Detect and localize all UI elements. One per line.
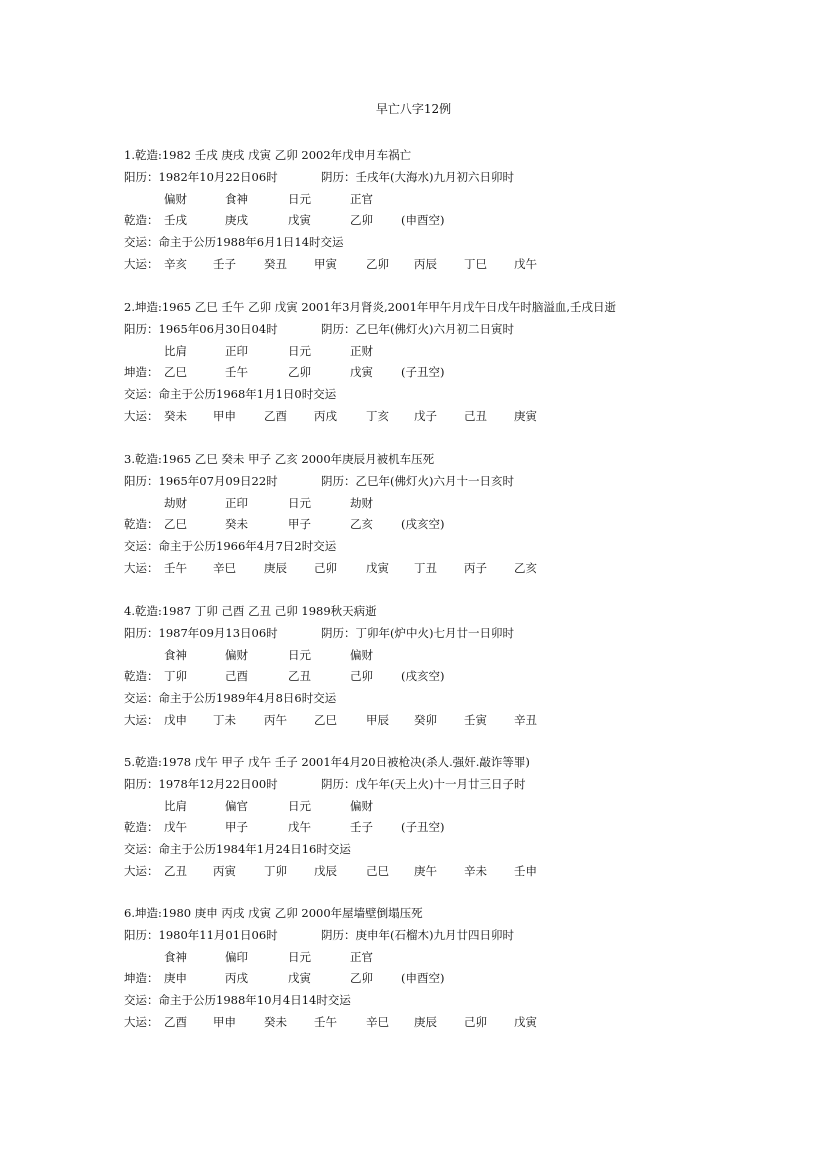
case-block (124, 145, 804, 276)
luck-pillar: 戊申 (164, 712, 187, 727)
pillar: 癸未 (225, 517, 248, 532)
pillar: 壬午 (225, 365, 248, 380)
case-block (124, 297, 804, 428)
case-header: 4.乾造:1987 丁卯 己酉 乙丑 己卯 1989秋天病逝 (124, 604, 377, 618)
luck-start-line: 交运：命主于公历1988年6月1日14时交运 (124, 235, 344, 250)
luck-pillars-row (124, 710, 804, 732)
ten-god-label: 比肩 (164, 343, 187, 358)
luck-pillar: 己巳 (366, 863, 389, 878)
pillar: 丁卯 (164, 669, 187, 684)
pillars-row (124, 362, 804, 384)
void-branches: (戌亥空) (401, 517, 445, 532)
pillars-row (124, 666, 804, 688)
pillar: 庚申 (164, 971, 187, 986)
luck-pillars-label: 大运： (124, 863, 159, 878)
pillar: 戊寅 (350, 365, 373, 380)
luck-pillars-label: 大运： (124, 712, 159, 727)
solar-date: 阳历：1987年09月13日06时 (124, 625, 278, 640)
luck-pillar: 丁巳 (464, 256, 487, 271)
luck-pillar: 己卯 (314, 560, 337, 575)
luck-pillar: 辛亥 (164, 256, 187, 271)
ten-gods-row (124, 947, 804, 969)
luck-pillar: 壬申 (514, 863, 537, 878)
ten-god-label: 日元 (288, 647, 311, 662)
pillar: 乙卯 (350, 971, 373, 986)
case-header: 3.乾造:1965 乙巳 癸未 甲子 乙亥 2000年庚辰月被机车压死 (124, 452, 435, 466)
document-title: 早亡八字12例 (375, 102, 452, 116)
pillar: 戊寅 (288, 213, 311, 228)
ten-gods-row (124, 493, 804, 515)
pillar: 壬子 (350, 820, 373, 835)
date-line (124, 925, 804, 947)
luck-pillars-row (124, 254, 804, 276)
ten-gods-row (124, 189, 804, 211)
luck-pillars-row (124, 558, 804, 580)
solar-date: 阳历：1982年10月22日06时 (124, 169, 278, 184)
luck-start-line: 交运：命主于公历1989年4月8日6时交运 (124, 691, 337, 706)
luck-pillar: 辛丑 (514, 712, 537, 727)
ten-god-label: 偏财 (164, 191, 187, 206)
date-line (124, 623, 804, 645)
luck-pillar: 癸丑 (264, 256, 287, 271)
lunar-date: 阴历：戊午年(天上火)十一月廿三日子时 (321, 776, 526, 791)
pillars-row (124, 817, 804, 839)
luck-pillar: 辛巳 (366, 1014, 389, 1029)
ten-god-label: 劫财 (164, 495, 187, 510)
date-line (124, 319, 804, 341)
luck-pillar: 戊午 (514, 256, 537, 271)
luck-pillar: 丁亥 (366, 408, 389, 423)
ten-gods-row (124, 645, 804, 667)
luck-pillar: 戊辰 (314, 863, 337, 878)
luck-start-line: 交运：命主于公历1968年1月1日0时交运 (124, 387, 337, 402)
ten-god-label: 正官 (350, 191, 373, 206)
luck-pillar: 辛巳 (213, 560, 236, 575)
luck-start-line: 交运：命主于公历1966年4月7日2时交运 (124, 539, 337, 554)
case-block (124, 601, 804, 732)
luck-pillar: 戊寅 (514, 1014, 537, 1029)
luck-pillar: 丙寅 (213, 863, 236, 878)
luck-pillar: 甲申 (213, 1014, 236, 1029)
lunar-date: 阴历：壬戌年(大海水)九月初六日卯时 (321, 169, 514, 184)
luck-pillar: 丙戌 (314, 408, 337, 423)
luck-pillar: 甲申 (213, 408, 236, 423)
case-header: 5.乾造:1978 戊午 甲子 戊午 壬子 2001年4月20日被枪决(杀人.强奸.敲诈等罪) (124, 755, 530, 769)
ten-god-label: 正印 (225, 495, 248, 510)
luck-pillar: 甲辰 (366, 712, 389, 727)
pillar: 戊午 (288, 820, 311, 835)
luck-pillar: 癸卯 (414, 712, 437, 727)
luck-pillar: 甲寅 (314, 256, 337, 271)
luck-pillar: 辛未 (464, 863, 487, 878)
pillars-label: 乾造： (124, 213, 159, 228)
luck-pillar: 戊寅 (366, 560, 389, 575)
case-header: 6.坤造:1980 庚申 丙戌 戊寅 乙卯 2000年屋墙壁倒塌压死 (124, 906, 423, 920)
luck-pillar: 癸未 (264, 1014, 287, 1029)
pillar: 甲子 (225, 820, 248, 835)
luck-pillars-row (124, 1012, 804, 1034)
pillars-label: 乾造： (124, 517, 159, 532)
case-block (124, 449, 804, 580)
ten-god-label: 日元 (288, 191, 311, 206)
ten-gods-row (124, 796, 804, 818)
ten-god-label: 正官 (350, 949, 373, 964)
pillar: 壬戌 (164, 213, 187, 228)
luck-pillar: 丙午 (264, 712, 287, 727)
luck-pillar: 壬午 (314, 1014, 337, 1029)
pillar: 甲子 (288, 517, 311, 532)
luck-start-line: 交运：命主于公历1984年1月24日16时交运 (124, 842, 351, 857)
luck-pillar: 乙巳 (314, 712, 337, 727)
luck-pillars-label: 大运： (124, 560, 159, 575)
ten-god-label: 正印 (225, 343, 248, 358)
luck-pillar: 乙酉 (164, 1014, 187, 1029)
ten-god-label: 日元 (288, 495, 311, 510)
pillar: 乙卯 (350, 213, 373, 228)
ten-god-label: 日元 (288, 343, 311, 358)
ten-god-label: 食神 (164, 647, 187, 662)
luck-pillars-row (124, 861, 804, 883)
luck-pillar: 乙丑 (164, 863, 187, 878)
luck-pillar: 庚寅 (514, 408, 537, 423)
luck-pillar: 壬寅 (464, 712, 487, 727)
ten-god-label: 偏财 (225, 647, 248, 662)
pillar: 庚戌 (225, 213, 248, 228)
luck-pillar: 乙亥 (514, 560, 537, 575)
solar-date: 阳历：1965年07月09日22时 (124, 473, 278, 488)
luck-pillars-label: 大运： (124, 1014, 159, 1029)
ten-god-label: 日元 (288, 949, 311, 964)
case-block (124, 903, 804, 1034)
ten-god-label: 劫财 (350, 495, 373, 510)
luck-pillar: 壬午 (164, 560, 187, 575)
luck-pillar: 乙卯 (366, 256, 389, 271)
luck-pillar: 丁未 (213, 712, 236, 727)
void-branches: (子丑空) (401, 365, 445, 380)
void-branches: (子丑空) (401, 820, 445, 835)
pillars-row (124, 210, 804, 232)
ten-god-label: 比肩 (164, 798, 187, 813)
luck-pillar: 庚辰 (264, 560, 287, 575)
pillar: 乙巳 (164, 517, 187, 532)
pillar: 乙亥 (350, 517, 373, 532)
pillar: 己酉 (225, 669, 248, 684)
void-branches: (申酉空) (401, 971, 445, 986)
pillars-row (124, 514, 804, 536)
solar-date: 阳历：1980年11月01日06时 (124, 927, 278, 942)
ten-god-label: 偏官 (225, 798, 248, 813)
pillar: 乙巳 (164, 365, 187, 380)
luck-pillars-label: 大运： (124, 256, 159, 271)
ten-god-label: 偏印 (225, 949, 248, 964)
luck-pillar: 壬子 (213, 256, 236, 271)
date-line (124, 167, 804, 189)
pillar: 乙卯 (288, 365, 311, 380)
luck-pillar: 丙辰 (414, 256, 437, 271)
pillar: 丙戌 (225, 971, 248, 986)
void-branches: (申酉空) (401, 213, 445, 228)
luck-pillar: 丁卯 (264, 863, 287, 878)
luck-pillar: 己卯 (464, 1014, 487, 1029)
ten-god-label: 食神 (164, 949, 187, 964)
pillar: 乙丑 (288, 669, 311, 684)
case-block (124, 752, 804, 883)
ten-gods-row (124, 341, 804, 363)
luck-pillars-label: 大运： (124, 408, 159, 423)
ten-god-label: 偏财 (350, 647, 373, 662)
lunar-date: 阴历：丁卯年(炉中火)七月廿一日卯时 (321, 625, 514, 640)
luck-pillar: 癸未 (164, 408, 187, 423)
pillar: 己卯 (350, 669, 373, 684)
luck-pillar: 庚午 (414, 863, 437, 878)
case-header: 1.乾造:1982 壬戌 庚戌 戊寅 乙卯 2002年戊申月车祸亡 (124, 148, 412, 162)
pillar: 戊午 (164, 820, 187, 835)
luck-pillar: 戊子 (414, 408, 437, 423)
luck-pillar: 丁丑 (414, 560, 437, 575)
ten-god-label: 偏财 (350, 798, 373, 813)
solar-date: 阳历：1965年06月30日04时 (124, 321, 278, 336)
pillars-row (124, 968, 804, 990)
luck-pillar: 丙子 (464, 560, 487, 575)
void-branches: (戌亥空) (401, 669, 445, 684)
date-line (124, 774, 804, 796)
luck-pillar: 乙酉 (264, 408, 287, 423)
lunar-date: 阴历：庚申年(石榴木)九月廿四日卯时 (321, 927, 514, 942)
pillar: 戊寅 (288, 971, 311, 986)
lunar-date: 阴历：乙巳年(佛灯火)六月十一日亥时 (321, 473, 514, 488)
solar-date: 阳历：1978年12月22日00时 (124, 776, 278, 791)
pillars-label: 坤造： (124, 971, 159, 986)
date-line (124, 471, 804, 493)
luck-pillar: 庚辰 (414, 1014, 437, 1029)
pillars-label: 乾造： (124, 820, 159, 835)
ten-god-label: 食神 (225, 191, 248, 206)
ten-god-label: 正财 (350, 343, 373, 358)
lunar-date: 阴历：乙巳年(佛灯火)六月初二日寅时 (321, 321, 514, 336)
luck-pillar: 己丑 (464, 408, 487, 423)
case-header: 2.坤造:1965 乙巳 壬午 乙卯 戊寅 2001年3月肾炎,2001年甲午月戊午日戊午时脑溢血,壬戌日逝 (124, 300, 617, 314)
pillars-label: 坤造： (124, 365, 159, 380)
luck-start-line: 交运：命主于公历1988年10月4日14时交运 (124, 993, 351, 1008)
luck-pillars-row (124, 406, 804, 428)
ten-god-label: 日元 (288, 798, 311, 813)
pillars-label: 乾造： (124, 669, 159, 684)
